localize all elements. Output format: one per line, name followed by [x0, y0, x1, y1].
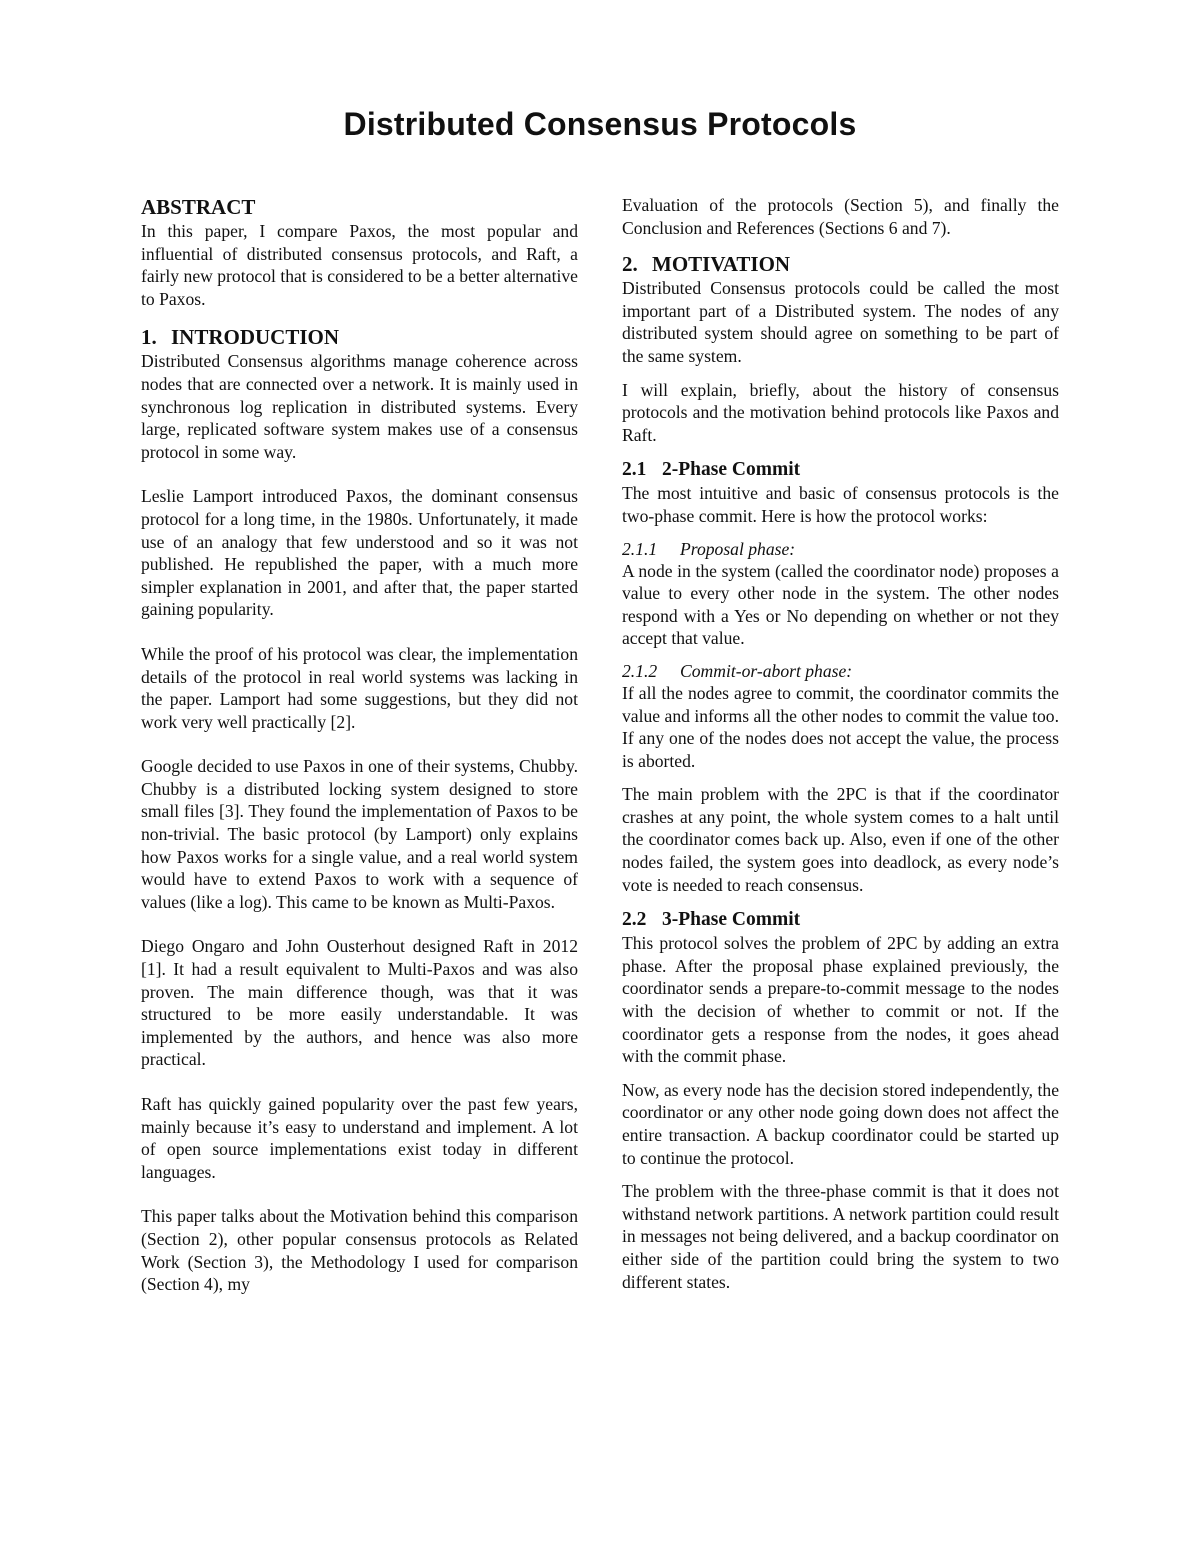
motivation-heading [622, 251, 1059, 277]
section-number: 2. [622, 252, 638, 277]
subsection-title: 2-Phase Commit [662, 459, 801, 481]
continued-paragraph: Evaluation of the protocols (Section 5), and finally the Conclusion and References (Sections 6 and 7). [622, 195, 1059, 238]
three-pc-paragraph: This protocol solves the problem of 2PC by adding an extra phase. After the proposal phase explained previously, the coordinator sends a prepare-to-commit message to the nodes with the decision of whether to commit or not. If the coordinator gets a response from the nodes, it goes ahead with the commit phase. [622, 933, 1059, 1067]
intro-heading [141, 324, 578, 350]
left-column [141, 194, 578, 1296]
abstract-heading: ABSTRACT [141, 195, 256, 219]
paper-title: Distributed Consensus Protocols [343, 106, 857, 142]
commit-phase-text: If all the nodes agree to commit, the coordinator commits the value and informs all the other nodes to commit the value too. If any one of the nodes does not accept the value, the process is aborted. [622, 682, 1059, 771]
three-pc-paragraph: The problem with the three-phase commit is that it does not withstand network partitions. A network partition could result in messages not being delivered, and a backup coordinator on either side of the partition could bring the system to two different states. [622, 1181, 1059, 1292]
section-title: INTRODUCTION [171, 325, 340, 350]
abstract-text: In this paper, I compare Paxos, the most popular and influential of distributed consensus protocols, and Raft, a fairly new protocol that is considered to be a better alternative to Paxos. [141, 221, 578, 309]
subsubsection-title: Proposal phase: [680, 538, 796, 559]
section-title: MOTIVATION [652, 252, 791, 277]
proposal-phase-text: A node in the system (called the coordinator node) proposes a value to every other node in the system. The other nodes respond with a Yes or No depending on whether or not they accept that value. [622, 560, 1059, 649]
intro-paragraph: While the proof of his protocol was clear, the implementation details of the protocol in real world systems was lacking in the paper. Lamport had some suggestions, but they did not work very well practically [2]. [141, 643, 578, 732]
two-pc-problem: The main problem with the 2PC is that if the coordinator crashes at any point, the whole system comes to a halt until the coordinator comes back up. Also, even if one of the other nodes failed, the system goes into deadlock, as every node’s vote is needed to reach consensus. [622, 784, 1059, 895]
subsection-title: 3-Phase Commit [662, 909, 801, 931]
subsubsection-title: Commit-or-abort phase: [680, 660, 853, 681]
subsubsection-number: 2.1.1 [622, 538, 658, 559]
right-column [622, 194, 1059, 1293]
two-pc-intro: The most intuitive and basic of consensus protocols is the two-phase commit. Here is how the protocol works: [622, 483, 1059, 526]
subsubsection-number: 2.1.2 [622, 660, 658, 681]
three-pc-paragraph: Now, as every node has the decision stored independently, the coordinator or any other node going down does not affect the entire transaction. A backup coordinator could be started up to continue the protocol. [622, 1079, 1059, 1168]
intro-paragraph: Raft has quickly gained popularity over the past few years, mainly because it’s easy to understand and implement. A lot of open source implementations exist today in different languages. [141, 1094, 578, 1182]
two-pc-heading [622, 458, 1059, 482]
subsection-number: 2.2 [622, 909, 647, 931]
subsection-number: 2.1 [622, 459, 647, 481]
intro-paragraph: Leslie Lamport introduced Paxos, the dominant consensus protocol for a long time, in the 1980s. Unfortunately, it made use of an analogy that few understood and so it was not published. He republished the paper, with a much more simpler explanation in 2001, and after that, the paper started gaining popularity. [141, 486, 578, 620]
motivation-paragraph: I will explain, briefly, about the history of consensus protocols and the motivation behind protocols like Paxos and Raft. [622, 379, 1059, 445]
proposal-phase-heading [622, 538, 1059, 560]
commit-phase-heading [622, 660, 1059, 682]
section-number: 1. [141, 325, 157, 350]
intro-paragraph: Distributed Consensus algorithms manage coherence across nodes that are connected over a network. It is mainly used in synchronous log replication in distributed systems. Every large, replicated software system makes use of a consensus protocol in some way. [141, 351, 578, 462]
motivation-paragraph: Distributed Consensus protocols could be called the most important part of a Distributed system. The nodes of any distributed system should agree on something to be part of the same system. [622, 278, 1059, 366]
intro-paragraph: This paper talks about the Motivation behind this comparison (Section 2), other popular consensus protocols as Related Work (Section 3), the Methodology I used for comparison (Section 4), my [141, 1206, 578, 1295]
intro-paragraph: Google decided to use Paxos in one of their systems, Chubby. Chubby is a distributed locking system designed to store small files [3]. They found the implementation of Paxos to be non-trivial. The basic protocol (by Lamport) only explains how Paxos works for a single value, and a real world system would have to extend Paxos to work with a sequence of values (like a log). This came to be known as Multi-Paxos. [141, 756, 578, 912]
intro-paragraph: Diego Ongaro and John Ousterhout designed Raft in 2012 [1]. It had a result equivalent to Multi-Paxos and was also proven. The main difference though, was that it was structured to be more easily understandable. It was implemented by the authors, and hence was also more practical. [141, 936, 578, 1070]
three-pc-heading [622, 908, 1059, 932]
